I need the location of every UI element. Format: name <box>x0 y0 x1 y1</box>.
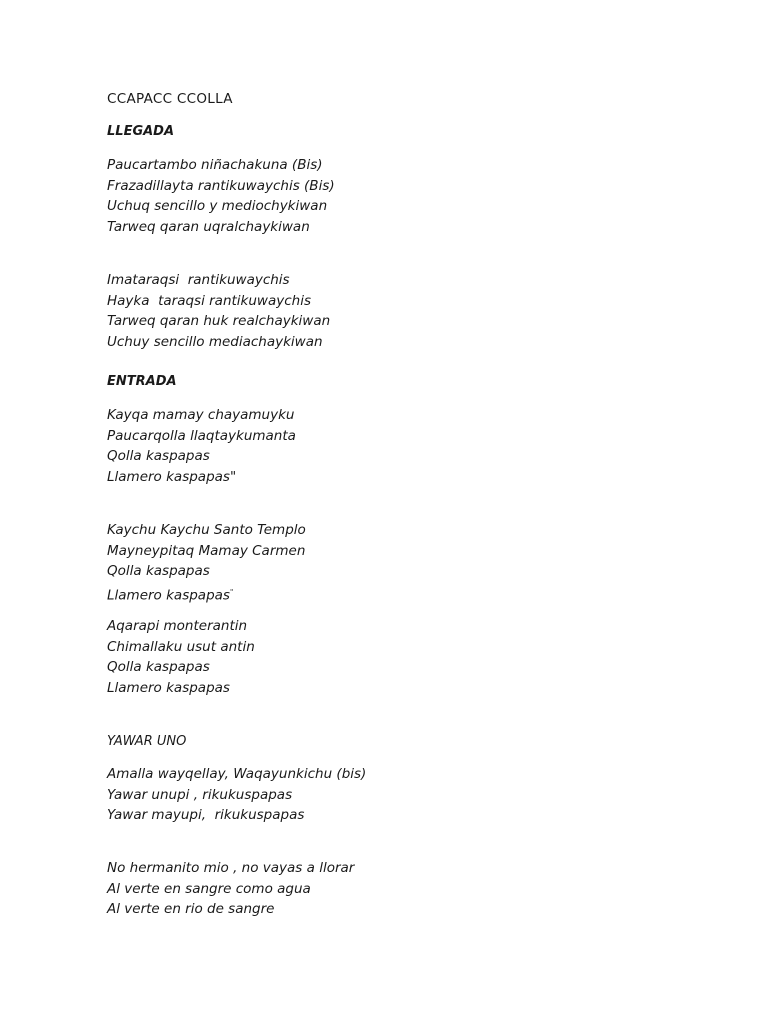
verse-line: Yawar unupi , rikukuspapas <box>107 786 293 803</box>
heading-yawar-uno: YAWAR UNO <box>107 734 187 749</box>
heading-entrada: ENTRADA <box>107 374 177 389</box>
verse-line: Tarweq qaran huk realchaykiwan <box>107 313 331 330</box>
verse-line: Al verte en sangre como agua <box>107 880 311 897</box>
verse-line: Imataraqsi rantikuwaychis <box>107 272 290 288</box>
verse-line: Tarweq qaran uqralchaykiwan <box>107 219 310 236</box>
verse-line: Llamero kaspapas <box>107 680 230 697</box>
document-page <box>107 89 707 918</box>
verse-line: Paucarqolla llaqtaykumanta <box>107 427 296 444</box>
verse-line: Qolla kaspapas <box>107 659 210 676</box>
verse-line: Amalla wayqellay, Waqayunkichu (bis) <box>107 766 367 782</box>
verse-line: Aqarapi monterantin <box>107 618 248 634</box>
verse-text: Llamero kaspapas <box>107 587 230 604</box>
verse-line: Kaychu Kaychu Santo Templo <box>107 522 306 538</box>
verse-line: Kayqa mamay chayamuyku <box>107 407 295 423</box>
llegada-stanza-1 <box>107 155 335 238</box>
verse-line: Mayneypitaq Mamay Carmen <box>107 542 306 559</box>
document-title: CCAPACC CCOLLA <box>107 91 233 107</box>
verse-line: No hermanito mio , no vayas a llorar <box>107 860 355 876</box>
verse-line: Qolla kaspapas <box>107 563 210 580</box>
yawar-uno-stanza-2 <box>107 858 354 920</box>
verse-line: Llamero kaspapas" <box>107 469 237 486</box>
verse-line: Qolla kaspapas <box>107 448 210 465</box>
entrada-stanza-3 <box>107 616 255 699</box>
yawar-uno-stanza-1 <box>107 764 366 826</box>
verse-line: Uchuy sencillo mediachaykiwan <box>107 334 323 351</box>
verse-line: Frazadillayta rantikuwaychis (Bis) <box>107 177 335 194</box>
quote-mark: " <box>229 588 234 597</box>
llegada-stanza-2 <box>107 270 330 353</box>
verse-line: Paucartambo niñachakuna (Bis) <box>107 157 323 173</box>
verse-line <box>107 582 306 603</box>
entrada-stanza-2 <box>107 520 306 603</box>
verse-line: Hayka taraqsi rantikuwaychis <box>107 292 311 309</box>
entrada-stanza-1 <box>107 405 296 488</box>
verse-line: Al verte en rio de sangre <box>107 901 275 918</box>
heading-llegada: LLEGADA <box>107 124 175 139</box>
verse-line: Uchuq sencillo y mediochykiwan <box>107 198 328 215</box>
verse-line: Chimallaku usut antin <box>107 638 255 655</box>
verse-line: Yawar mayupi, rikukuspapas <box>107 807 305 824</box>
